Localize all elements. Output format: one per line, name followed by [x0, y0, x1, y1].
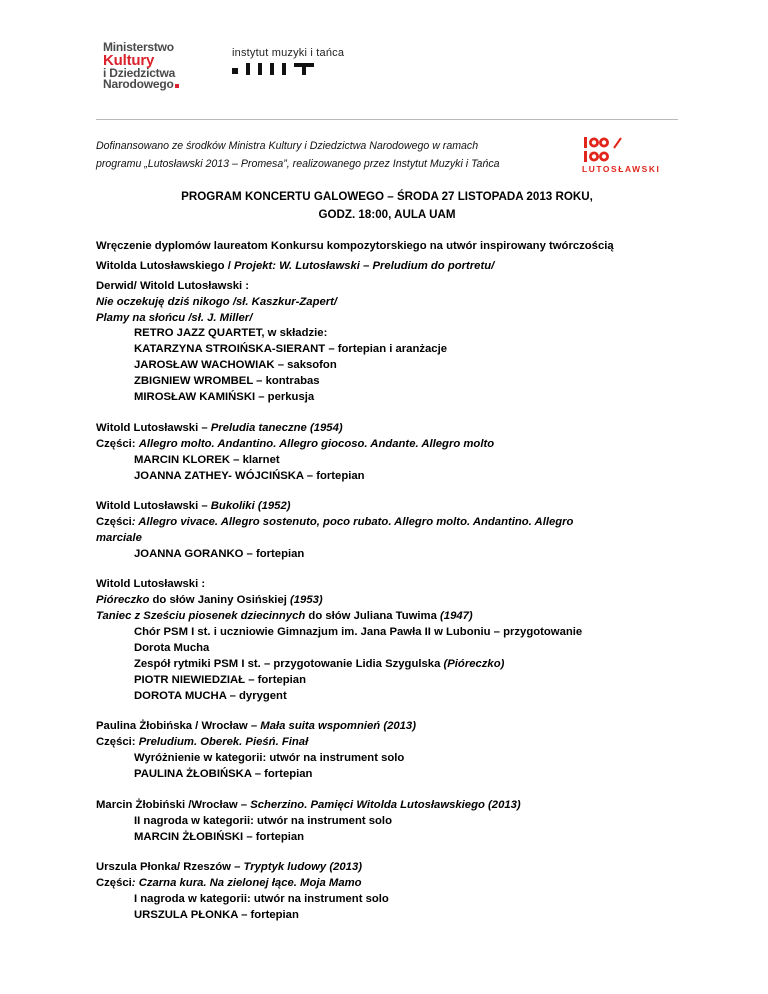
b4-perf3: [134, 657, 504, 673]
b2-line2a: Części:: [96, 438, 139, 450]
b5-perf2: PAULINA ŻŁOBIŃSKA – fortepian: [134, 768, 313, 780]
b4-line2a: Pióreczko: [96, 594, 150, 606]
funding-note: [96, 137, 566, 173]
lutoslawski-logo: [582, 136, 672, 174]
b5-line1a: Paulina Żłobińska / Wrocław –: [96, 720, 261, 732]
b5-line1: [96, 719, 416, 735]
b2-line1: [96, 421, 343, 437]
ministry-logo-line4: [103, 79, 179, 91]
b2-line2b: Allegro molto. Andantino. Allegro giocoso. Andante. Allegro molto: [138, 438, 495, 450]
red-dot-icon: [175, 84, 179, 88]
lutoslawski-logo-text: LUTOSŁAWSKI: [582, 164, 661, 174]
ministry-logo-line1: Ministerstwo: [103, 40, 174, 54]
program-title-line2: GODZ. 18:00, AULA UAM: [318, 208, 456, 221]
b2-line1a: Witold Lutosławski –: [96, 422, 211, 434]
b1-line5: Plamy na słońcu /sł. J. Miller/: [96, 312, 253, 324]
b3-line1: [96, 499, 291, 515]
b2-perf1: MARCIN KLOREK – klarnet: [134, 454, 280, 466]
b7-line1b: Tryptyk ludowy (2013): [243, 861, 362, 873]
b4-line3a: Taniec z Sześciu piosenek dziecinnych: [96, 610, 306, 622]
b3-perf1: JOANNA GORANKO – fortepian: [134, 548, 305, 560]
institute-logo-text: instytut muzyki i tańca: [232, 47, 345, 59]
b4-perf5: DOROTA MUCHA – dyrygent: [134, 690, 287, 702]
b1-line2b: Projekt: W. Lutosławski – Preludium do portretu/: [233, 260, 495, 272]
b1-line3: Derwid/ Witold Lutosławski :: [96, 280, 250, 292]
b1-perf3: JAROSŁAW WACHOWIAK – saksofon: [134, 359, 337, 371]
b5-line2b: Preludium. Oberek. Pieśń. Finał: [138, 736, 309, 748]
b6-perf1: II nagroda w kategorii: utwór na instrument solo: [134, 815, 392, 827]
b2-line1b: Preludia taneczne (1954): [210, 422, 343, 434]
b5-line2a: Części:: [96, 736, 139, 748]
b4-line1: Witold Lutosławski :: [96, 578, 206, 590]
b5-line2: [96, 735, 308, 751]
b4-perf3a: Zespół rytmiki PSM I st. – przygotowanie Lidia Szygulska: [134, 658, 444, 670]
b4-line2: [96, 593, 323, 609]
b4-perf1: Chór PSM I st. i uczniowie Gimnazjum im. Jana Pawła II w Luboniu – przygotowanie: [134, 626, 583, 638]
b7-line2: [96, 876, 362, 892]
ministry-logo-line2: Kultury: [103, 51, 155, 69]
program-title: [96, 188, 678, 224]
b4-perf2: Dorota Mucha: [134, 642, 210, 654]
b1-perf5: MIROSŁAW KAMIŃSKI – perkusja: [134, 391, 315, 403]
b3-line1b: Bukoliki (1952): [210, 500, 291, 512]
lutoslawski-100-mark-icon: [582, 136, 642, 164]
b7-line2b: : Czarna kura. Na zielonej łące. Moja Mamo: [131, 877, 362, 889]
b4-line3: [96, 609, 473, 625]
funding-line-1: Dofinansowano ze środków Ministra Kultury i Dziedzictwa Narodowego w ramach: [96, 140, 479, 152]
ministry-logo-line4-text: Narodowego: [103, 77, 174, 91]
b1-perf4: ZBIGNIEW WROMBEL – kontrabas: [134, 375, 320, 387]
b3-line3: marciale: [96, 532, 142, 544]
b1-line2a: Witolda Lutosławskiego /: [96, 260, 234, 272]
b6-line1a: Marcin Żłobiński /Wrocław –: [96, 799, 251, 811]
b6-line1b: Scherzino. Pamięci Witolda Lutosławskiego (2013): [250, 799, 521, 811]
b2-perf2: JOANNA ZATHEY- WÓJCIŃSKA – fortepian: [134, 470, 365, 482]
b7-line2a: Części: [96, 877, 132, 889]
ministry-logo: [103, 42, 179, 91]
funding-line-2: programu „Lutosławski 2013 – Promesa”, realizowanego przez Instytut Muzyki i Tańca: [96, 158, 500, 170]
b1-line1: Wręczenie dyplomów laureatom Konkursu kompozytorskiego na utwór inspirowany twórczością: [96, 240, 614, 252]
b4-line2c: (1953): [290, 594, 323, 606]
b3-line2b: : Allegro vivace. Allegro sostenuto, poco rubato. Allegro molto. Andantino. Allegro: [131, 516, 574, 528]
b7-line1: [96, 860, 362, 876]
b5-line1b: Mała suita wspomnień (2013): [260, 720, 416, 732]
b5-perf1: Wyróżnienie w kategorii: utwór na instrument solo: [134, 752, 405, 764]
ministry-logo-line3: i Dziedzictwa: [103, 65, 176, 80]
b4-line2b: do słów Janiny Osińskiej: [149, 594, 291, 606]
b3-line2: [96, 515, 573, 531]
b7-line1a: Urszula Płonka/ Rzeszów –: [96, 861, 244, 873]
b4-perf4: PIOTR NIEWIEDZIAŁ – fortepian: [134, 674, 306, 686]
b6-line1: [96, 798, 521, 814]
b2-line2: [96, 437, 494, 453]
b4-line3c: (1947): [440, 610, 473, 622]
b1-line4: Nie oczekuję dziś nikogo /sł. Kaszkur-Zapert/: [96, 296, 338, 308]
b4-line3b: do słów Juliana Tuwima: [305, 610, 441, 622]
b7-perf1: I nagroda w kategorii: utwór na instrument solo: [134, 893, 389, 905]
b7-perf2: URSZULA PŁONKA – fortepian: [134, 909, 299, 921]
header-divider: [96, 119, 678, 120]
b3-line1a: Witold Lutosławski –: [96, 500, 211, 512]
b4-perf3b: (Pióreczko): [443, 658, 505, 670]
b1-line2: [96, 259, 494, 275]
b1-perf1: RETRO JAZZ QUARTET, w składzie:: [134, 327, 328, 339]
program-title-line1: PROGRAM KONCERTU GALOWEGO – ŚRODA 27 LISTOPADA 2013 ROKU,: [181, 190, 593, 203]
b1-perf2: KATARZYNA STROIŃSKA-SIERANT – fortepian i aranżacje: [134, 343, 448, 355]
b3-line2a: Części: [96, 516, 132, 528]
b6-perf2: MARCIN ŻŁOBIŃSKI – fortepian: [134, 831, 305, 843]
